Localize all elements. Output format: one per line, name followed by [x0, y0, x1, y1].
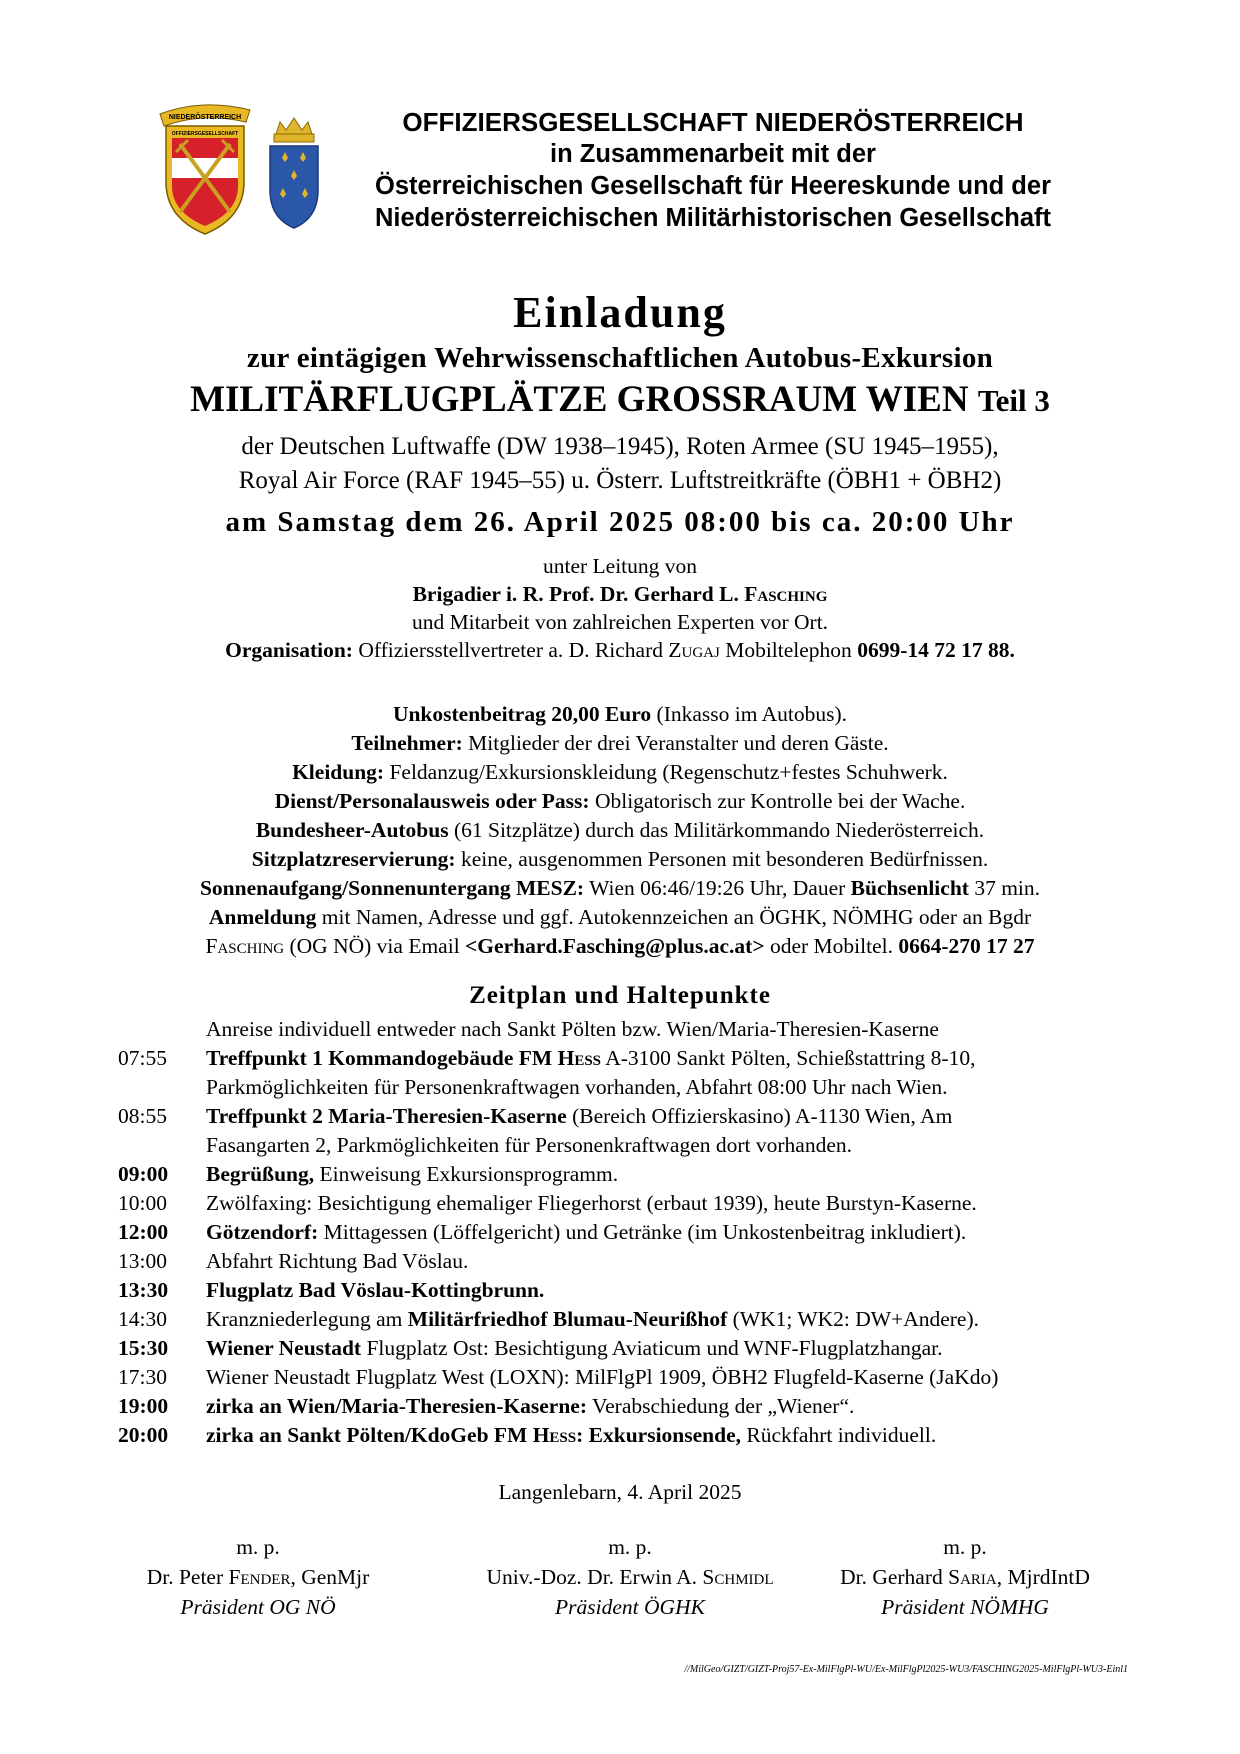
schedule-text	[206, 1189, 1128, 1218]
organisation-text: Offiziersstellvertreter a. D. Richard	[352, 638, 669, 662]
schedule-item	[118, 1160, 1128, 1189]
og-noe-shield-logo	[160, 105, 250, 234]
signature-surname: Schmidl	[702, 1565, 774, 1589]
schedule-text	[206, 1160, 1128, 1189]
place-date: Langenlebarn, 4. April 2025	[498, 1480, 742, 1504]
schedule-time: 15:30	[118, 1336, 169, 1360]
id-text: Obligatorisch zur Kontrolle bei der Wache.	[589, 789, 966, 813]
logos	[158, 100, 333, 240]
schedule-item	[118, 1421, 1128, 1450]
signature-name-main: Dr. Gerhard	[840, 1565, 949, 1589]
schedule-item-continuation	[118, 1073, 1128, 1102]
info-registration	[110, 903, 1130, 932]
schedule-text	[206, 1363, 1128, 1392]
schedule-text-a: Götzendorf:	[206, 1220, 319, 1244]
organisation-line	[0, 636, 1240, 664]
signature-block	[108, 1532, 408, 1622]
schedule-time: 09:00	[118, 1162, 169, 1186]
signature-mp: m. p.	[236, 1535, 280, 1559]
registration-email-label: (OG NÖ) via Email	[284, 934, 466, 958]
signature-name	[810, 1562, 1120, 1592]
schedule-text-a2: : Exkursionsende,	[576, 1423, 741, 1447]
invitation-subtitle: zur eintägigen Wehrwissenschaftlichen Autobus-Exkursion	[246, 342, 994, 374]
registration-phone-label: oder Mobiltel.	[764, 934, 899, 958]
schedule-item	[118, 1392, 1128, 1421]
signature-role: Präsident ÖGHK	[555, 1595, 705, 1619]
signature-name	[108, 1562, 408, 1592]
schedule-list	[118, 1015, 1128, 1450]
signature-role: Präsident NÖMHG	[881, 1595, 1049, 1619]
schedule-text-continuation: Fasangarten 2, Parkmöglichkeiten für Personenkraftwagen dort vorhanden.	[206, 1133, 852, 1157]
schedule-item	[118, 1189, 1128, 1218]
registration-email[interactable]: <Gerhard.Fasching@plus.ac.at>	[465, 934, 765, 958]
twilight-text: 37 min.	[968, 876, 1041, 900]
schedule-text-a: Begrüßung,	[206, 1162, 315, 1186]
schedule-intro	[118, 1015, 1128, 1044]
lead-experts: und Mitarbeit von zahlreichen Experten vor Ort.	[411, 610, 829, 634]
signature-rank: , GenMjr	[290, 1565, 370, 1589]
schedule-item	[118, 1363, 1128, 1392]
event-date: am Samstag dem 26. April 2025 08:00 bis ca. 20:00 Uhr	[225, 506, 1015, 538]
excursion-description	[0, 430, 1240, 498]
schedule-time: 17:30	[118, 1365, 167, 1389]
registration-text: mit Namen, Adresse und ggf. Autokennzeichen an ÖGHK, NÖMHG oder an Bgdr	[316, 905, 1032, 929]
schedule-item	[118, 1102, 1128, 1131]
sun-label: Sonnenaufgang/Sonnenuntergang MESZ:	[199, 876, 585, 900]
description-line-2: Royal Air Force (RAF 1945–55) u. Österr. Luftstreitkräfte (ÖBH1 + ÖBH2)	[238, 467, 1002, 494]
organisation-label: Organisation:	[225, 638, 353, 662]
schedule-item	[118, 1334, 1128, 1363]
schedule-text-a: Wiener Neustadt	[206, 1336, 362, 1360]
signature-name	[445, 1562, 815, 1592]
organiser-phone: 0699-14 72 17 88.	[857, 638, 1015, 662]
schedule-time: 10:00	[118, 1191, 167, 1215]
info-bus	[110, 816, 1130, 845]
signature-rank: , MjrdIntD	[996, 1565, 1090, 1589]
registration-phone: 0664-270 17 27	[898, 934, 1035, 958]
invitation-title: Einladung	[513, 288, 727, 337]
bus-text: (61 Sitzplätze) durch das Militärkommando Niederösterreich.	[448, 818, 985, 842]
clothing-text: Feldanzug/Exkursionskleidung (Regenschutz+festes Schuhwerk.	[384, 760, 948, 784]
cost-text: (Inkasso im Autobus).	[651, 702, 848, 726]
schedule-text-a: zirka an Wien/Maria-Theresien-Kaserne:	[206, 1394, 587, 1418]
schedule-text-b: Rückfahrt individuell.	[741, 1423, 937, 1447]
schedule-text-b: Abfahrt Richtung Bad Vöslau.	[206, 1249, 469, 1273]
schedule-time: 20:00	[118, 1423, 169, 1447]
schedule-text	[206, 1421, 1128, 1450]
signature-mp: m. p.	[608, 1535, 652, 1559]
schedule-time: 13:00	[118, 1249, 167, 1273]
schedule-text-sc: Hess	[532, 1423, 577, 1447]
schedule-time-blank	[118, 1073, 206, 1102]
info-sun	[110, 874, 1130, 903]
seat-label: Sitzplatzreservierung:	[251, 847, 456, 871]
schedule-time: 13:30	[118, 1278, 169, 1302]
schedule-text	[206, 1392, 1128, 1421]
schedule-text	[206, 1276, 1128, 1305]
schedule-text	[206, 1218, 1128, 1247]
schedule-text-b: Wiener Neustadt Flugplatz West (LOXN): MilFlgPl 1909, ÖBH2 Flugfeld-Kaserne (JaKdo)	[206, 1365, 999, 1389]
info-seats	[110, 845, 1130, 874]
schedule-item	[118, 1044, 1128, 1073]
signature-block	[445, 1532, 815, 1622]
org-cooperation: in Zusammenarbeit mit der	[550, 140, 876, 168]
signature-surname: Saria	[948, 1565, 997, 1589]
schedule-text	[206, 1305, 1128, 1334]
schedule-text-a: zirka an Sankt Pölten/KdoGeb FM	[206, 1423, 533, 1447]
excursion-title	[0, 378, 1240, 423]
clothing-label: Kleidung:	[292, 760, 385, 784]
cost-label: Unkostenbeitrag 20,00 Euro	[392, 702, 652, 726]
schedule-text-b: Flugplatz Ost: Besichtigung Aviaticum und WNF-Flugplatzhangar.	[361, 1336, 943, 1360]
signature-block	[810, 1532, 1120, 1622]
organisation-phone-label: Mobiltelephon	[719, 638, 858, 662]
sun-text: Wien 06:46/19:26 Uhr, Dauer	[584, 876, 851, 900]
leader-name	[0, 580, 1240, 608]
description-line-1: der Deutschen Luftwaffe (DW 1938–1945), Roten Armee (SU 1945–1955),	[241, 433, 999, 460]
schedule-text-b: Mittagessen (Löffelgericht) und Getränke (im Unkostenbeitrag inkludiert).	[318, 1220, 967, 1244]
file-path-footnote: //MilGeo/GIZT/GIZT-Proj57-Ex-MilFlgPl-WU/Ex-MilFlgPl2025-WU3/FASCHING2025-MilFlgPl-WU3-Einl1	[684, 1664, 1128, 1675]
bus-label: Bundesheer-Autobus	[255, 818, 449, 842]
schedule-time: 12:00	[118, 1220, 169, 1244]
info-participants	[110, 729, 1130, 758]
info-id	[110, 787, 1130, 816]
org-title: OFFIZIERSGESELLSCHAFT NIEDERÖSTERREICH	[402, 107, 1024, 137]
organization-header	[340, 106, 1086, 234]
schedule-text-a: Treffpunkt 2 Maria-Theresien-Kaserne	[206, 1104, 567, 1128]
schedule-text-a: Militärfriedhof Blumau-Neurißhof	[407, 1307, 728, 1331]
seat-text: keine, ausgenommen Personen mit besonderen Bedürfnissen.	[455, 847, 989, 871]
signature-surname: Fender	[228, 1565, 291, 1589]
schedule-time-blank	[118, 1015, 206, 1044]
schedule-title: Zeitplan und Haltepunkte	[469, 982, 771, 1009]
schedule-item	[118, 1247, 1128, 1276]
schedule-time: 08:55	[118, 1104, 167, 1128]
registration-surname: Fasching	[205, 934, 285, 958]
org-partner-2: Niederösterreichischen Militärhistorischen Gesellschaft	[375, 204, 1051, 232]
svg-text:OFFIZIERSGESELLSCHAFT: OFFIZIERSGESELLSCHAFT	[171, 131, 239, 137]
info-clothing	[110, 758, 1130, 787]
excursion-name: MILITÄRFLUGPLÄTZE GROSSRAUM WIEN	[190, 379, 969, 420]
excursion-part: Teil 3	[977, 383, 1050, 418]
svg-text:NIEDERÖSTERREICH: NIEDERÖSTERREICH	[168, 114, 242, 121]
schedule-text-sc: Hess	[557, 1046, 602, 1070]
schedule-item	[118, 1305, 1128, 1334]
twilight-label: Büchsenlicht	[850, 876, 969, 900]
participants-label: Teilnehmer:	[351, 731, 463, 755]
schedule-item-continuation	[118, 1131, 1128, 1160]
schedule-item	[118, 1218, 1128, 1247]
schedule-time: 19:00	[118, 1394, 169, 1418]
noe-coat-of-arms	[270, 118, 318, 228]
org-partner-1: Österreichischen Gesellschaft für Heereskunde und der	[375, 172, 1051, 200]
signature-name-main: Univ.-Doz. Dr. Erwin A.	[486, 1565, 703, 1589]
schedule-text-b: Einweisung Exkursionsprogramm.	[314, 1162, 619, 1186]
schedule-text	[206, 1247, 1128, 1276]
leader-surname: Fasching	[744, 582, 828, 606]
registration-label: Anmeldung	[208, 905, 317, 929]
schedule-text-a: Treffpunkt 1 Kommandogebäude FM	[206, 1046, 558, 1070]
organiser-surname: Zugaj	[668, 638, 720, 662]
schedule-item	[118, 1276, 1128, 1305]
schedule-intro-text: Anreise individuell entweder nach Sankt Pölten bzw. Wien/Maria-Theresien-Kaserne	[206, 1017, 939, 1041]
participants-text: Mitglieder der drei Veranstalter und deren Gäste.	[462, 731, 889, 755]
signature-name-main: Dr. Peter	[146, 1565, 229, 1589]
schedule-text-pre: Kranzniederlegung am	[206, 1307, 408, 1331]
schedule-text	[206, 1044, 1128, 1073]
schedule-time: 14:30	[118, 1307, 167, 1331]
info-cost	[110, 700, 1130, 729]
info-registration-contact	[110, 932, 1130, 961]
schedule-time-blank	[118, 1131, 206, 1160]
schedule-text	[206, 1102, 1128, 1131]
schedule-text-a: Flugplatz Bad Vöslau-Kottingbrunn.	[206, 1278, 545, 1302]
schedule-text-b: Zwölfaxing: Besichtigung ehemaliger Fliegerhorst (erbaut 1939), heute Burstyn-Kaserne.	[206, 1191, 977, 1215]
signature-mp: m. p.	[943, 1535, 987, 1559]
schedule-text-b: (WK1; WK2: DW+Andere).	[727, 1307, 980, 1331]
schedule-text	[206, 1334, 1128, 1363]
leader-name-main: Brigadier i. R. Prof. Dr. Gerhard L.	[412, 582, 745, 606]
schedule-text-b: Verabschiedung der „Wiener“.	[587, 1394, 855, 1418]
lead-intro: unter Leitung von	[542, 554, 698, 578]
schedule-text-b: A-3100 Sankt Pölten, Schießstattring 8-10,	[601, 1046, 976, 1070]
signature-role: Präsident OG NÖ	[180, 1595, 336, 1619]
id-label: Dienst/Personalausweis oder Pass:	[274, 789, 590, 813]
info-block	[110, 700, 1130, 961]
schedule-text-b: (Bereich Offizierskasino) A-1130 Wien, Am	[566, 1104, 953, 1128]
schedule-time: 07:55	[118, 1046, 167, 1070]
schedule-text-continuation: Parkmöglichkeiten für Personenkraftwagen vorhanden, Abfahrt 08:00 Uhr nach Wien.	[206, 1075, 948, 1099]
